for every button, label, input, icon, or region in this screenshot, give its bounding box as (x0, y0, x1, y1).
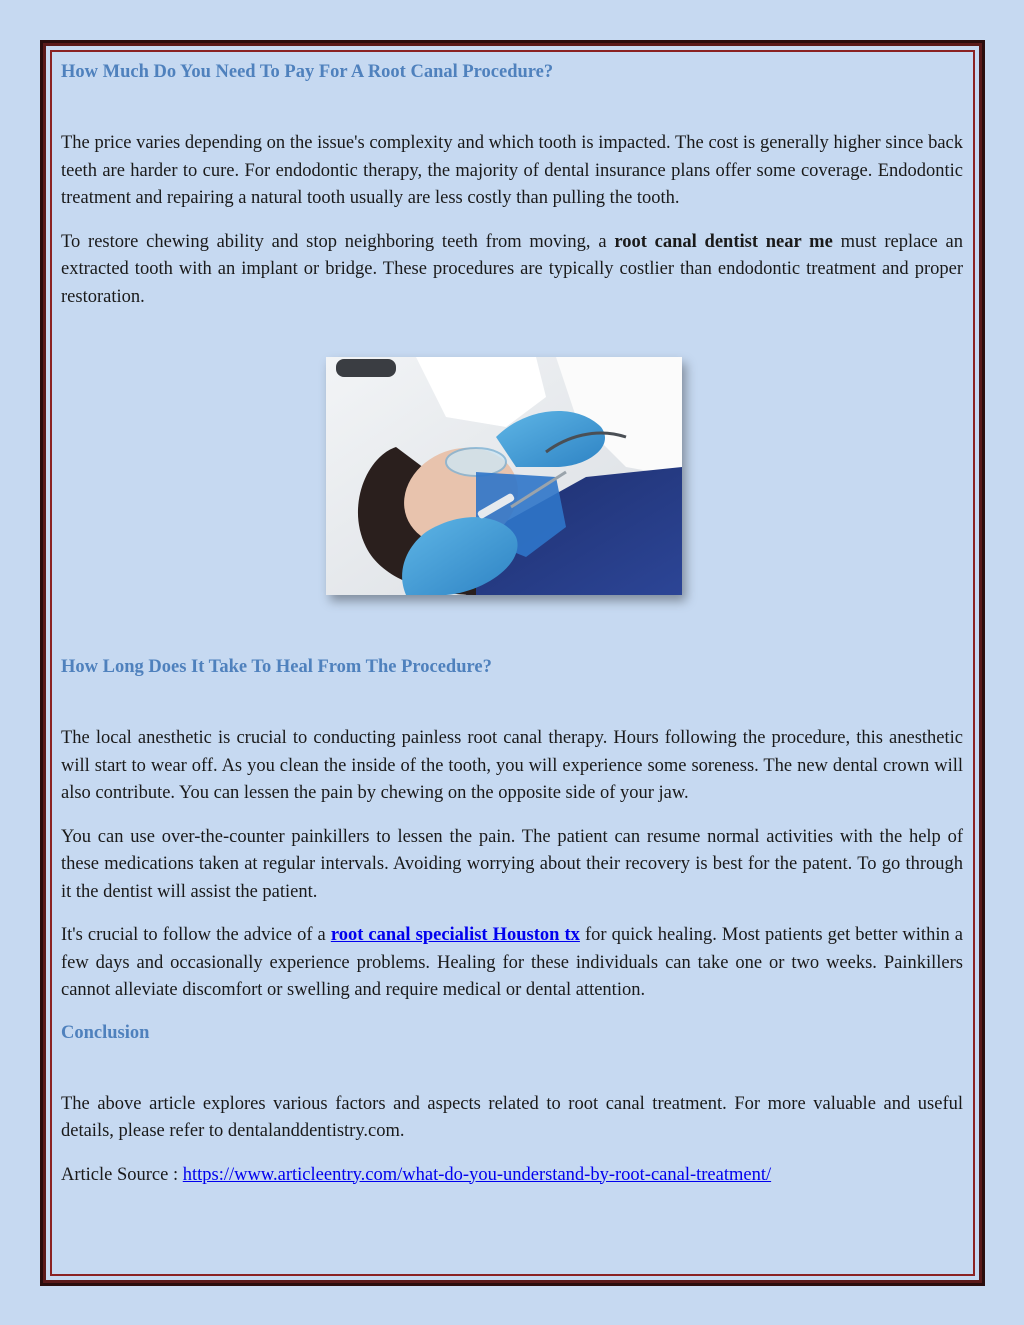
heading-healing: How Long Does It Take To Heal From The Procedure? (61, 657, 492, 677)
paragraph-healing-3-text-b: for quick healing. Most patients get better within a few days and occasionally experience problems. Healing for these individuals can take one or two weeks. Painkillers cannot alleviate discomfort or swelling and require medical or dental attention. (61, 925, 963, 1000)
keyword-root-canal-dentist: root canal dentist near me (614, 231, 833, 252)
paragraph-cost-2 (61, 229, 963, 312)
paragraph-healing-3 (61, 922, 963, 1005)
article-content (61, 58, 963, 1189)
paragraph-healing-3-text-a: It's crucial to follow the advice of a (61, 925, 331, 945)
article-source (61, 1162, 963, 1190)
paragraph-cost-1: The price varies depending on the issue's complexity and which tooth is impacted. The cost is generally higher since back teeth are harder to cure. For endodontic therapy, the majority of dental insurance plans offer some coverage. Endodontic treatment and repairing a natural tooth usually are less costly than pulling the tooth. (61, 133, 963, 208)
paragraph-healing-1: The local anesthetic is crucial to conducting painless root canal therapy. Hours following the procedure, this anesthetic will start to wear off. As you clean the inside of the tooth, you will experience some soreness. The new dental crown will also contribute. You can lessen the pain by chewing on the opposite side of your jaw. (61, 728, 963, 803)
paragraph-conclusion: The above article explores various factors and aspects related to root canal treatment. For more valuable and useful details, please refer to dentalanddentistry.com. (61, 1093, 963, 1141)
paragraph-cost-2-text-b: must replace an extracted tooth with an implant or bridge. These procedures are typically costlier than endodontic treatment and proper restoration. (61, 231, 963, 307)
dental-procedure-photo (326, 357, 682, 595)
link-article-source[interactable]: https://www.articleentry.com/what-do-you-understand-by-root-canal-treatment/ (182, 1164, 772, 1185)
article-source-label: Article Source : (61, 1164, 183, 1185)
paragraph-healing-2: You can use over-the-counter painkillers to lessen the pain. The patient can resume normal activities with the help of these medications taken at regular intervals. Avoiding worrying about their recovery is best for the patent. To go through it the dentist will assist the patient. (61, 826, 963, 902)
paragraph-cost-2-text-a: To restore chewing ability and stop neighboring teeth from moving, a (61, 231, 615, 252)
heading-cost: How Much Do You Need To Pay For A Root Canal Procedure? (61, 62, 554, 82)
link-root-canal-specialist[interactable]: root canal specialist Houston tx (330, 925, 580, 945)
heading-conclusion: Conclusion (61, 1022, 150, 1043)
